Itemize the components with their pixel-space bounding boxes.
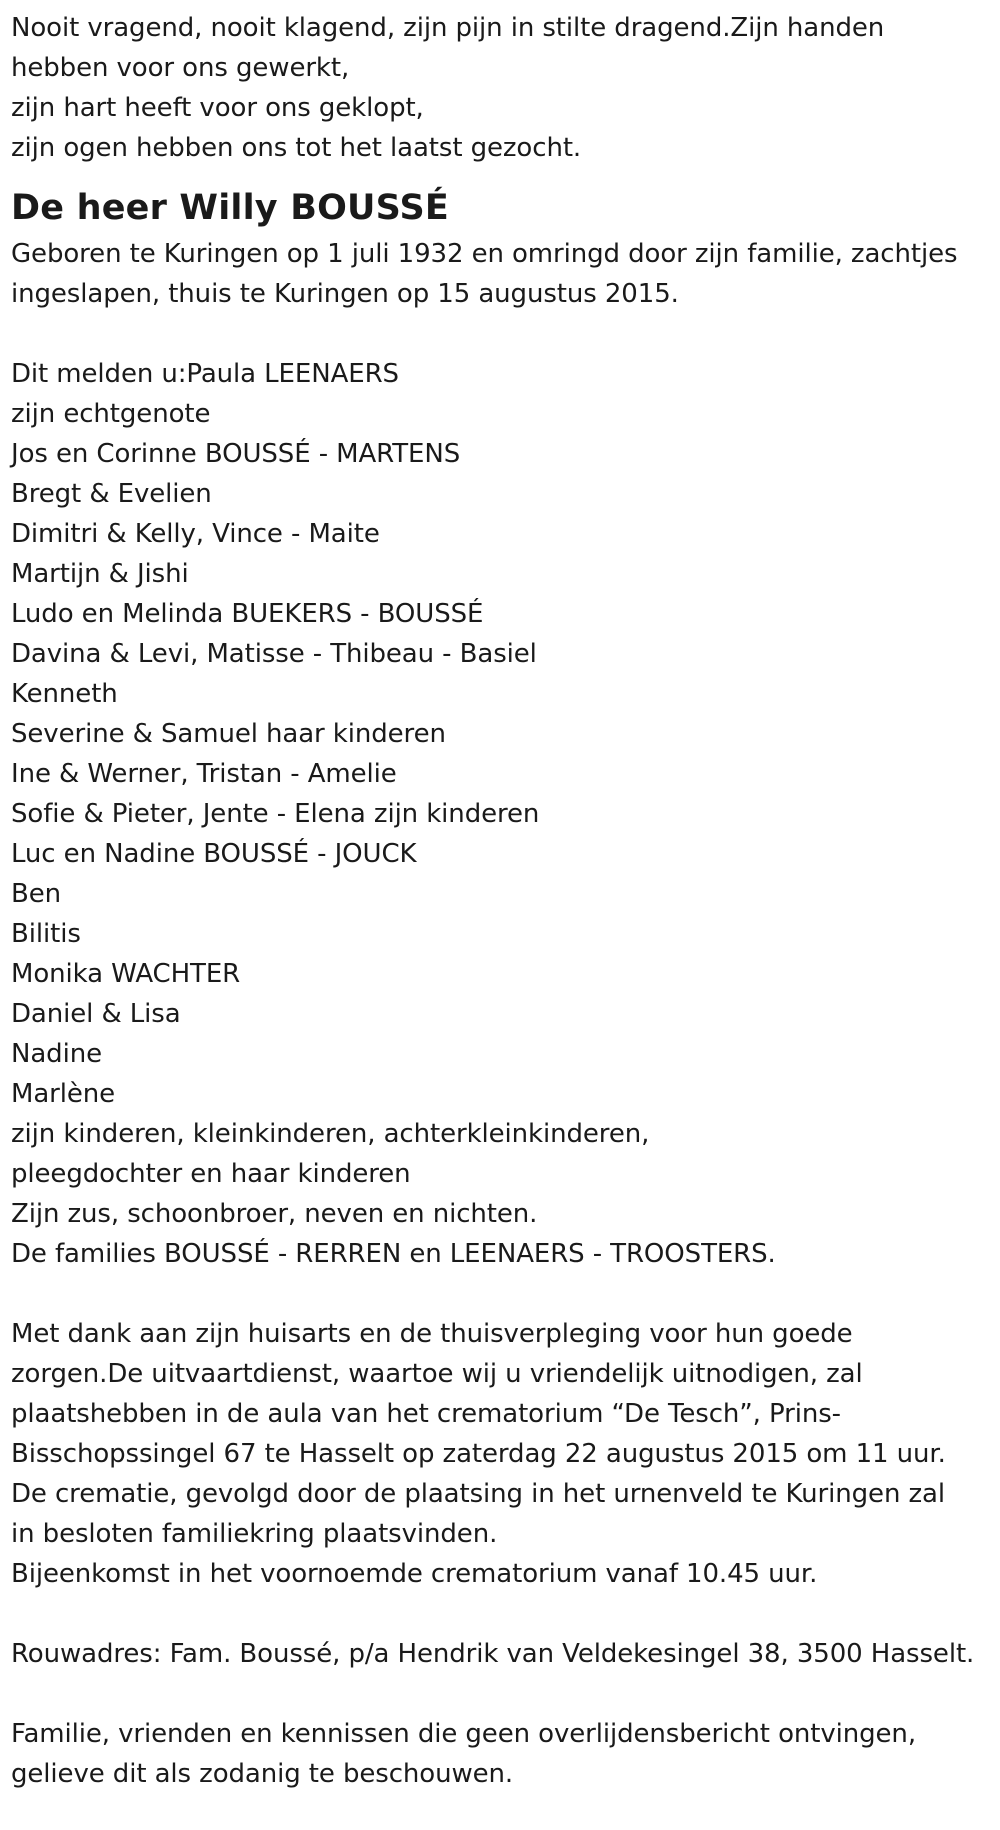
spacer xyxy=(11,1274,996,1314)
spacer xyxy=(11,314,996,354)
birth-line: Geboren te Kuringen op 1 juli 1932 en omringd door zijn familie, zachtjes xyxy=(11,239,958,269)
family-line: Dit melden u:Paula LEENAERS xyxy=(11,359,399,389)
family-line: Martijn & Jishi xyxy=(11,559,189,589)
family-line: Sofie & Pieter, Jente - Elena zijn kinderen xyxy=(11,799,540,829)
family-line: Bilitis xyxy=(11,919,81,949)
family-line: Ben xyxy=(11,879,62,909)
family-line: Marlène xyxy=(11,1079,116,1109)
family-line: Jos en Corinne BOUSSÉ - MARTENS xyxy=(11,439,461,469)
birth-death-section xyxy=(11,234,996,314)
poem-line: zijn ogen hebben ons tot het laatst gezocht. xyxy=(11,133,582,163)
service-line: zorgen.De uitvaartdienst, waartoe wij u vriendelijk uitnodigen, zal xyxy=(11,1359,863,1389)
family-line: Kenneth xyxy=(11,679,118,709)
service-section xyxy=(11,1314,996,1594)
family-line: pleegdochter en haar kinderen xyxy=(11,1159,411,1189)
service-line: in besloten familiekring plaatsvinden. xyxy=(11,1519,498,1549)
spacer xyxy=(11,1594,996,1634)
birth-line: ingeslapen, thuis te Kuringen op 15 augustus 2015. xyxy=(11,279,679,309)
family-line: Zijn zus, schoonbroer, neven en nichten. xyxy=(11,1199,538,1229)
family-line: Bregt & Evelien xyxy=(11,479,212,509)
family-section xyxy=(11,354,996,1274)
family-line: Davina & Levi, Matisse - Thibeau - Basiel xyxy=(11,639,537,669)
poem-line: zijn hart heeft voor ons geklopt, xyxy=(11,93,424,123)
family-line: Monika WACHTER xyxy=(11,959,241,989)
spacer xyxy=(11,1674,996,1714)
family-line: Severine & Samuel haar kinderen xyxy=(11,719,446,749)
family-line: De families BOUSSÉ - RERREN en LEENAERS - TROOSTERS. xyxy=(11,1239,776,1269)
mourning-address-line: Rouwadres: Fam. Boussé, p/a Hendrik van Veldekesingel 38, 3500 Hasselt. xyxy=(11,1639,975,1669)
family-line: Luc en Nadine BOUSSÉ - JOUCK xyxy=(11,839,417,869)
family-line: Dimitri & Kelly, Vince - Maite xyxy=(11,519,380,549)
family-line: Daniel & Lisa xyxy=(11,999,181,1029)
deceased-name-title: De heer Willy BOUSSÉ xyxy=(11,188,450,228)
service-line: Met dank aan zijn huisarts en de thuisverpleging voor hun goede xyxy=(11,1319,853,1349)
family-line: Nadine xyxy=(11,1039,102,1069)
poem-line: hebben voor ons gewerkt, xyxy=(11,53,350,83)
address-section xyxy=(11,1634,996,1674)
service-line: De crematie, gevolgd door de plaatsing in het urnenveld te Kuringen zal xyxy=(11,1479,945,1509)
family-line: zijn kinderen, kleinkinderen, achterkleinkinderen, xyxy=(11,1119,650,1149)
poem-line: Nooit vragend, nooit klagend, zijn pijn in stilte dragend.Zijn handen xyxy=(11,13,885,43)
poem-section xyxy=(11,8,996,168)
family-line: zijn echtgenote xyxy=(11,399,211,429)
service-line: Bisschopssingel 67 te Hasselt op zaterdag 22 augustus 2015 om 11 uur. xyxy=(11,1439,946,1469)
closing-line: Familie, vrienden en kennissen die geen overlijdensbericht ontvingen, xyxy=(11,1719,916,1749)
family-line: Ludo en Melinda BUEKERS - BOUSSÉ xyxy=(11,599,484,629)
service-line: Bijeenkomst in het voornoemde crematorium vanaf 10.45 uur. xyxy=(11,1559,818,1589)
family-line: Ine & Werner, Tristan - Amelie xyxy=(11,759,397,789)
closing-section xyxy=(11,1714,996,1794)
service-line: plaatshebben in de aula van het crematorium “De Tesch”, Prins- xyxy=(11,1399,841,1429)
closing-line: gelieve dit als zodanig te beschouwen. xyxy=(11,1759,514,1789)
